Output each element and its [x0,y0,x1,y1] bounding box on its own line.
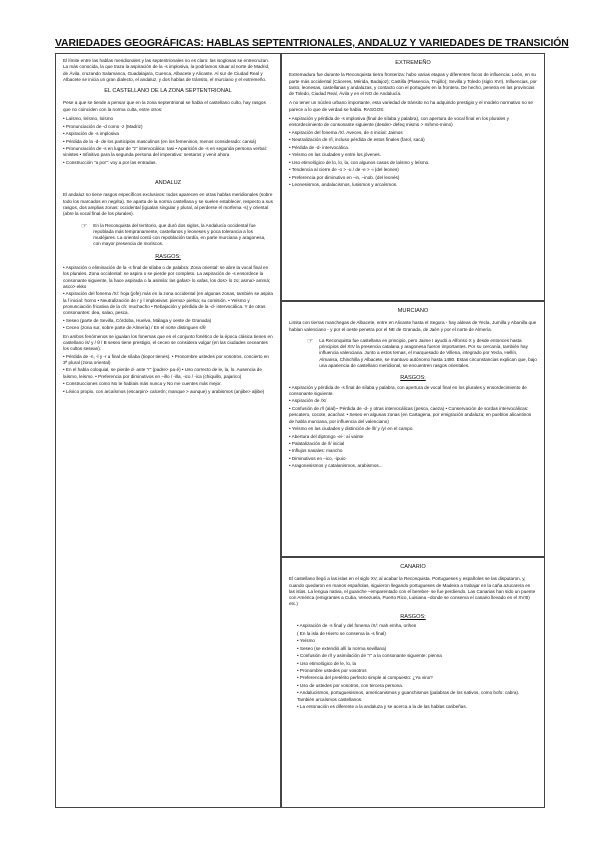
list-item: • Yeísmo en las ciudades y distinción de /ll/ y /y/ en el campo. [289,426,414,432]
canario-intro: El castellano llegó a las islas en el siglo XV, al acabar la Reconquista. Portugueses y españoles se las disputaron, y, cuando quedaron en manos españolas, siguieron llegando portugueses de Madeira a trabajar en la caña azucarera en las islas. La lengua nativa, el guanche –emparentado con el bereber- se fue perdiendo. Las Canarias han sido un puente con América (emigrantes a Cuba, Venezuela, Puerto Rico, Luisiana –donde se conserva el canario llevado en el XVIII) etc.) [289,576,536,607]
extremeno-list [289,116,537,188]
canario-heading: CANARIO [400,564,426,570]
extremeno-heading: EXTREMEÑO [395,60,431,66]
list-item: • Pronunciación de -s en lugar de "z" intervocálica: tasi • Aparición de -s en segunda persona verbal: vinistes • Infinitivo para la segunda persona del imperativo: sentaros y venir ahora [63,146,267,158]
list-item: • Pérdida de -d- intervocálica. [289,144,350,150]
andaluz-list [63,265,273,395]
list-item: • Seseo (parte de Sevilla, Córdoba, Huelva, Málaga y oeste de Granada) [63,317,212,323]
list-item: • Diminutivos en –ico, -ipuio [289,455,346,461]
extremeno-intro-2: A no tener un núcleo urbano importante, esta variedad de tránsito no ha adquirido prestigio y el modelo normativo no se parece a lo que de verdad se habla. RASGOS: [289,100,533,112]
extremeno-intro: Extremadura fue durante la Reconquista tierra fronteriza: hubo varias etapas y diferentes focos de influencia: León, en su parte más occidental (Cáceres, Mérida, Badajoz); Castilla (Plasencia, Trujillo); Sevilla y Toledo (siglo XVI). Influencias, por tanto, leonesas, castellanas y andaluzas, y contacto con el portugués en la frontera. De hecho, penetra en las provincias de Toledo, Ciudad Real, Ávila y en el NO de Andalucía. [289,72,537,97]
list-item: • Uso etimológico de lo, lo, la, con algunos casos de laísmo y leísmo. [289,159,430,165]
list-item: • Construcciones como No te habíais más nunca y No me cuentes más mejor. [63,381,222,387]
list-item: • Pérdida de la -d- de los participios masculinos (en los femeninos, menos considerado: cansá) [63,138,257,144]
list-item: • La entonación es diferente a la andaluza y se acerca a la de las hablas caribeñas. [297,704,467,710]
list-item: • Aspiración o eliminación de la -s final de sílaba o de palabra: Zona oriental: se abre la vocal final en los plurales. Zona occidental: se aspira o se pierde por completo. La aspiración de -s ensordece la consonante siguiente, la hace aspirada o la asimila: las gafas> lo xafas, los dos> lo zo; asma> ammá; asco> ekko [63,265,271,289]
list-item: ( En la isla de Hierro se conserva la -s final) [297,630,386,636]
list-item: • Preferencia por diminutivo en –in, –inob. (del leonés) [289,174,400,180]
canario-rasgos-heading: RASGOS: [400,613,426,620]
andaluz-note [81,223,273,248]
list-item: • En el habla coloquial, se pierde d- ante "r" (padre> pa·é) • Uso correcto de le, la, lo. Ausencia de laísmo, leísmo. • Preferencia por diminutivos en –illo / -illa, -ico / -ica (chiquillo, pajarico) [63,367,262,379]
list-item: En ambos fenómenos se igualan los fonemas que en el conjunto fonético de la época clásica tienen en castellano /s/ y / θ / B seseo tiene prestigio, el ceceo se considera vulgar (en las ciudades ceceantes los cultos sesean). [63,333,273,352]
canario-list [289,623,537,710]
list-item: • Yeísmo en las ciudades y entre los jóvenes. [289,152,382,158]
list-item: • Aspiración de -s final y del fonema /X/: mah emha, orihen [297,623,417,629]
andaluz-heading: ANDALUZ [154,180,182,187]
list-item: • Tendencia al cierre de -o > -u / de -e > -i (del leones) [289,167,399,173]
left-column [55,53,281,808]
list-item: • Confusión de r/l y asimilación de "r" a la consonante siguiente: pienna [297,653,442,659]
list-item: • Pérdida de -n, -l y -r a final de sílaba (tiopor tienes). • Pronombre ustedes por vosotros, concierto en 3ª plural (zona oriental) [63,353,269,365]
list-item: • Aspiración y pérdida de -s final de sílaba y palabra, con apertura de vocal final en los plurales y ensordecimiento de consonante siguiente. [289,384,527,396]
murciano-note [307,338,537,369]
list-item: • Andalucismos, portuguesismos, americanismos y guanchismos (palabras de los nativos, como bofo: cabra). También arcaísmos castellanos. [297,690,520,702]
page-title: VARIEDADES GEOGRÁFICAS: HABLAS SEPTENTRIONALES, ANDALUZ Y VARIEDADES DE TRANSICIÓN [55,38,569,49]
andaluz-note-text: En la Reconquista del territorio, que duró dos siglos, la Andalucía occidental fue repoblada más tempranamente, castellanos y leoneses y poca tolerancia a los mudéjares. La oriental contó con repoblación tardía, en parte murciana y aragonesa, con mayor presencia de moriscos. [93,222,266,247]
murciano-rasgos-heading: RASGOS: [400,375,426,382]
list-item: • Preferencia del pretérito perfecto simple al compuesto: ¿Ya vino? [297,675,433,681]
castellano-intro: Pese a que se tiende a pensar que en la zona septentrional se habla el castellano culto, hay rasgos que no coinciden con la norma culta, entre otros: [63,100,266,112]
andaluz-rasgos-heading: RASGOS: [155,253,181,260]
list-item: • Aspiración de /X/ [289,398,327,404]
murciano-intro: Limita con tierras manchegas de Albacete, entre en Alicante hasta el Segura - hay aldeas de Yecla, Jumilla y Abanilla que hablan valenciano - y por el oeste penetra por el NE de Granada, de Jaén y por el norte de Almería. [289,320,537,332]
andaluz-intro: El andaluz no tiene rasgos específicos exclusivos: todos aparecen en otras hablas meridionales (sobre todo los marcados en negrita). Se aparta de la norma castellana y se suelen establecer, respecto a sus rasgos, dos amplias zonas: occidental (igualan singular y plural, al perderse el morfema -s) y oriental (abre la vocal final de los plurales). [63,192,273,217]
castellano-list [63,116,273,166]
list-item: • Influjos nasales: mancho [289,448,343,454]
extremeno-section [281,53,545,301]
list-item: • Uso etimológico de le, lo, la [297,660,357,666]
list-item: • Laísmo, leísmo, loísmo [63,116,114,122]
list-item: • Abertura del diptongo -ei-: aí vainte [289,433,364,439]
list-item: • Pronombre ustedes por vosotros [297,667,367,673]
list-item: • Léxico propio, con arcaísmos (escarpin> calcetín; manque > aunque) y arabismos (anjibe> aljibe) [63,388,265,394]
list-item: • Aragonesismos y catalanismos, arabismos... [289,463,383,469]
list-item: • Aspiración del fonema /X/: hoja (jofe) más en la zona occidental (en algunas zonas, también se aspira la f inicial: horno • Neutralización de r y l implosivas: pierna> pielna; su comisión. • Yeísmo y pronunciación fricativa de la ch: muchacho • Rebajación y pérdida de la -d- intervocálica. Y de otras consonantes: dea, salao, pesca. [63,291,273,316]
murciano-note-text: La Reconquista fue castellana en principio, pero Jaime I ayudó a Alfonso X y desde entonces hasta principios del XIV la presencia catalana y aragonesa fueron importantes. Por su cercanía, también hay influencia valenciana. Junto a estos temas, el marquesado de Villena, integrado por Yecla, Hellín, Almansa, Chinchilla y Albacete, se mantuvo autónomo hasta 1480. Estas circunstancias explican que, bajo una apariencia de castellano meridional, se encuentren rasgos orientales. [319,337,537,369]
pointing-hand-icon: ☞ [307,337,314,345]
list-item: • Pronunciación de -d como -z (Madriz) [63,123,143,129]
murciano-list [289,385,537,470]
pointing-hand-icon: ☞ [81,222,88,230]
list-item: • Neutralización de r/l, incluso pérdida de estos finales (farol, sacá) [289,137,425,143]
list-item: • Aspiración y pérdida de -s implosiva (final de sílaba y palabra), con apertura de vocal final en los plurales y ensordecimiento de consonante siguiente (desde> defeq mismo > mihmo-mimo) [289,116,509,128]
list-item: • Palatalización de /l/ inicial [289,440,345,446]
list-item: • Ceceo (zona sur, sobre parte de Almería) / En el norte distinguen s/θ [63,325,206,331]
murciano-heading: MURCIANO [397,308,429,314]
list-item: • Leonesismos, andalucismos, lusismos y arcaísmos. [289,182,398,188]
list-item: • Yeísmo [297,638,315,644]
castellano-heading: EL CASTELLANO DE LA ZONA SEPTENTRIONAL [104,88,232,95]
list-item: • Construcción "a por": voy a por las entradas. [63,159,157,165]
list-item: • Aspiración del fonema /X/. Aveces, de 4 inicial: Jaimos [289,129,403,135]
list-item: • Confusión de r/l (alal)~ Pérdida de -d- y otras intervocálicas (pesca, caeza) • Conservación de sordas intervocálicas: pescatero, cocote, acachar. • Seseo en algunas zonas (en Cartagena, por emigración andaluza; en pueblos alicantinos de habla murciana, por influencia del valenciano) [289,405,532,424]
canario-section [281,557,545,808]
list-item: • Uso de ustedes por vosotros, con tercera persona. [297,682,404,688]
list-item: • Aspiración de -s implosiva [63,131,119,137]
list-item: • Seseo (se extendió allí la norma sevillana) [297,645,387,651]
intro-paragraph: El límite entre las hablas meridionales y las septentrionales no es claro: las isoglosas se entrecruzan. La más conocida, la que traza la aspiración de la -s implosiva, la podríamos situar al norte de Madrid, de Ávila, cruzando Salamanca, Guadalajara, Cuenca, Albacete y Alicante. Al sur de Ciudad Real y Albacete se inicia un gran dialecto, el andaluz, y dos hablas de tránsito, el murciano y el extremeño. [63,58,270,82]
murciano-section [281,301,545,557]
